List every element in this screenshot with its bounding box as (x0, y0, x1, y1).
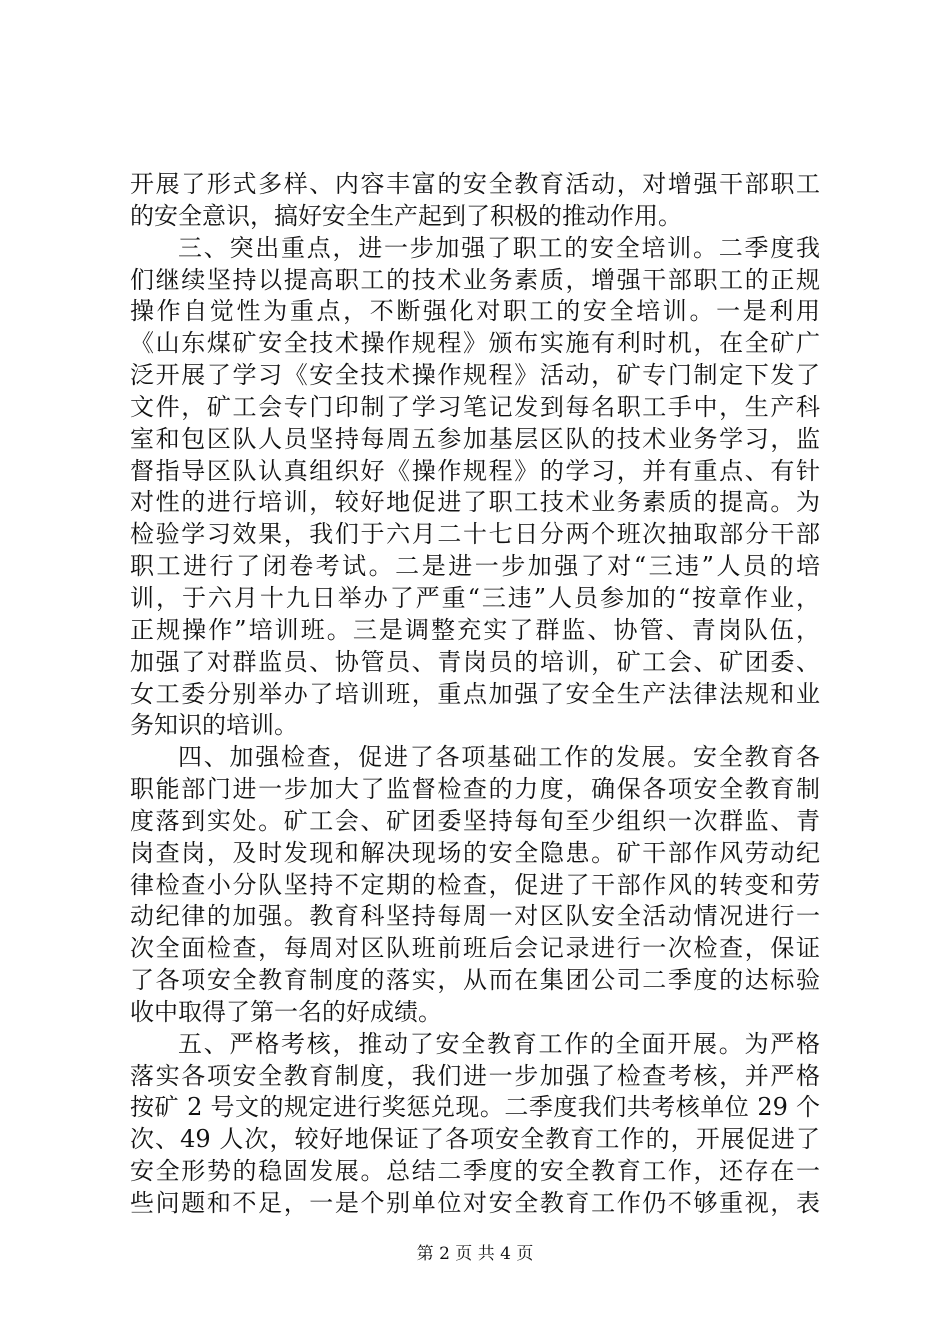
text-line: 泛开展了学习《安全技术操作规程》活动，矿专门制定下发了 (130, 361, 820, 390)
text-line: 四、加强检查，促进了各项基础工作的发展。安全教育各 (178, 743, 820, 772)
text-line: 《山东煤矿安全技术操作规程》颁布实施有利时机，在全矿广 (130, 329, 820, 358)
text-line: 加强了对群监员、协管员、青岗员的培训，矿工会、矿团委、 (130, 647, 820, 676)
text-line: 的安全意识，搞好安全生产起到了积极的推动作用。 (130, 201, 682, 230)
text-line: 些问题和不足，一是个别单位对安全教育工作仍不够重视，表 (130, 1189, 820, 1217)
text-line: 次全面检查，每周对区队班前班后会记录进行一次检查，保证 (130, 934, 820, 963)
text-line: 按矿 2 号文的规定进行奖惩兑现。二季度我们共考核单位 29 个 (130, 1093, 820, 1122)
text-line: 落实各项安全教育制度，我们进一步加强了检查考核，并严格 (130, 1061, 820, 1090)
text-line: 职工进行了闭卷考试。二是进一步加强了对“三违”人员的培 (130, 552, 820, 581)
text-line: 女工委分别举办了培训班，重点加强了安全生产法律法规和业 (130, 679, 820, 708)
text-line: 对性的进行培训，较好地促进了职工技术业务素质的提高。为 (130, 488, 820, 517)
text-line: 室和包区队人员坚持每周五参加基层区队的技术业务学习，监 (130, 424, 820, 453)
text-line: 度落到实处。矿工会、矿团委坚持每旬至少组织一次群监、青 (130, 806, 820, 835)
document-body (130, 169, 820, 1220)
text-line: 岗查岗，及时发现和解决现场的安全隐患。矿干部作风劳动纪 (130, 838, 820, 867)
text-line: 收中取得了第一名的好成绩。 (130, 997, 442, 1026)
text-line: 检验学习效果，我们于六月二十七日分两个班次抽取部分干部 (130, 520, 820, 549)
text-line: 操作自觉性为重点，不断强化对职工的安全培训。一是利用 (130, 297, 820, 326)
text-line: 开展了形式多样、内容丰富的安全教育活动，对增强干部职工 (130, 170, 820, 198)
text-line: 律检查小分队坚持不定期的检查，促进了干部作风的转变和劳 (130, 870, 820, 899)
text-line: 们继续坚持以提高职工的技术业务素质，增强干部职工的正规 (130, 265, 820, 294)
text-line: 动纪律的加强。教育科坚持每周一对区队安全活动情况进行一 (130, 902, 820, 931)
text-line: 五、严格考核，推动了安全教育工作的全面开展。为严格 (178, 1029, 820, 1058)
text-line: 了各项安全教育制度的落实，从而在集团公司二季度的达标验 (130, 966, 820, 995)
text-line: 务知识的培训。 (130, 711, 298, 740)
page-number-footer: 第 2 页 共 4 页 (416, 1244, 534, 1264)
text-line: 文件，矿工会专门印制了学习笔记发到每名职工手中，生产科 (130, 392, 820, 421)
text-line: 三、突出重点，进一步加强了职工的安全培训。二季度我 (178, 233, 820, 262)
text-line: 职能部门进一步加大了监督检查的力度，确保各项安全教育制 (130, 775, 820, 804)
text-line: 训，于六月十九日举办了严重“三违”人员参加的“按章作业， (130, 583, 820, 612)
text-line: 正规操作”培训班。三是调整充实了群监、协管、青岗队伍， (130, 615, 820, 644)
text-line: 次、49 人次，较好地保证了各项安全教育工作的，开展促进了 (130, 1125, 820, 1154)
text-line: 督指导区队认真组织好《操作规程》的学习，并有重点、有针 (130, 456, 820, 485)
text-line: 安全形势的稳固发展。总结二季度的安全教育工作，还存在一 (130, 1157, 820, 1186)
